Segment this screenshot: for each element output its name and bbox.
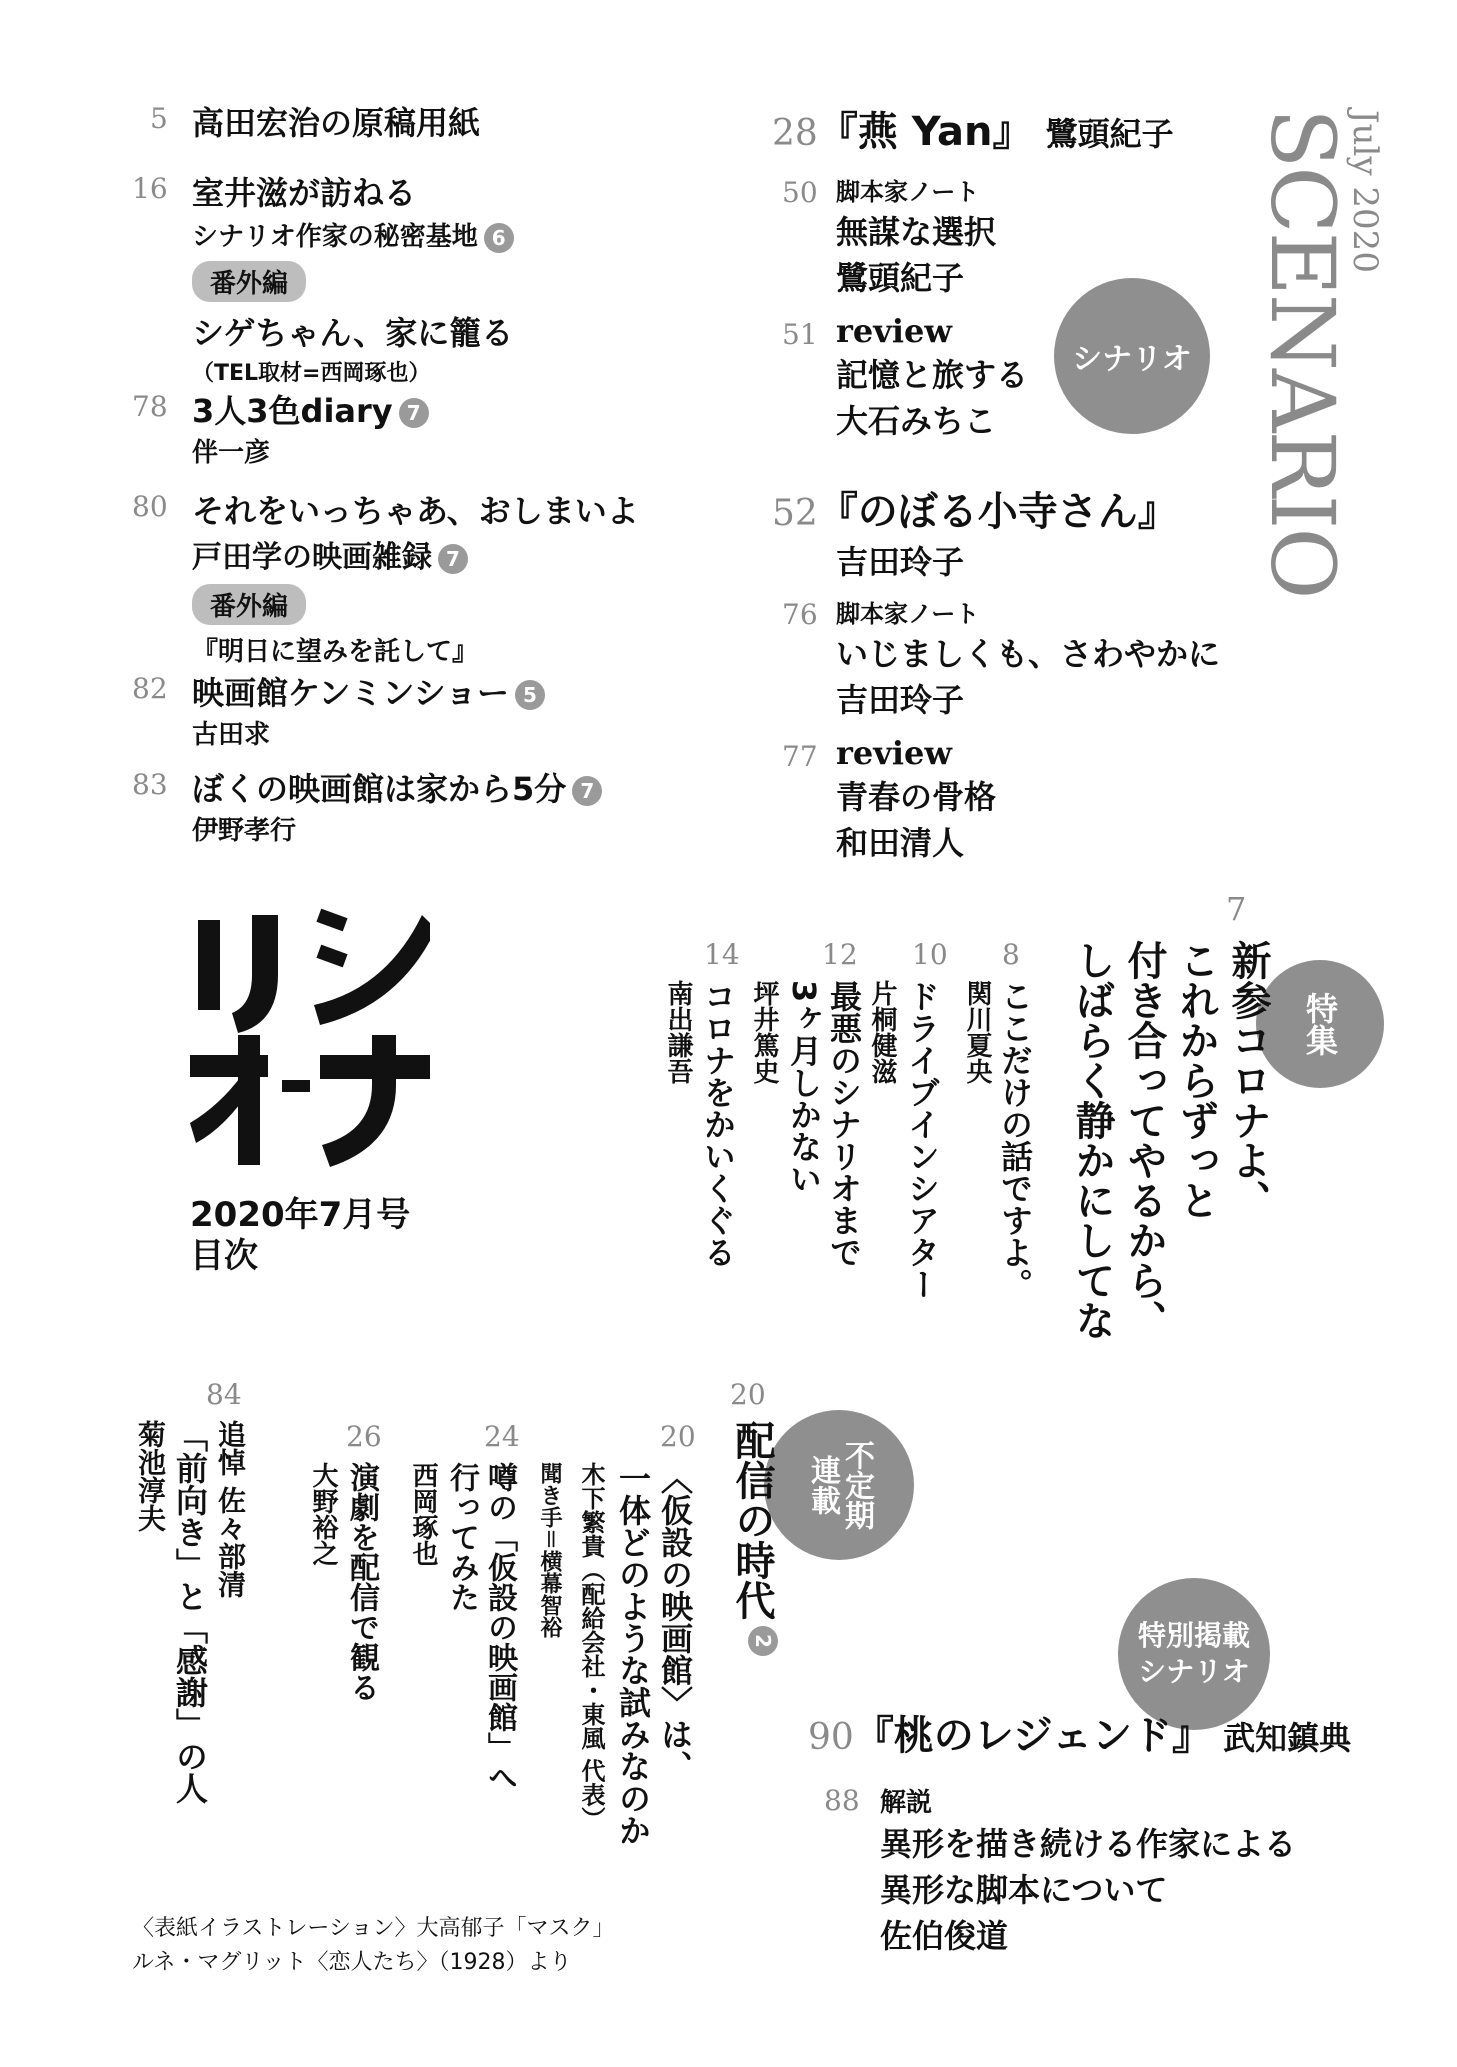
item-title: ドライブインシアター xyxy=(903,980,941,1300)
item-title-2: 「前向き」と「感謝」の人 xyxy=(171,1420,209,1804)
episode-badge: 6 xyxy=(484,223,514,253)
page-num: 16 xyxy=(132,172,168,205)
item-author: 西岡琢也 xyxy=(408,1462,438,1566)
item-author: 大野裕之 xyxy=(308,1462,338,1566)
item-title: 無謀な選択 xyxy=(836,213,997,251)
item-label: 脚本家ノート xyxy=(836,178,980,206)
page-num: 90 xyxy=(808,1717,854,1758)
irregular-circle-line: 連載 xyxy=(805,1455,840,1515)
feature-item-8[interactable] xyxy=(958,980,1034,1300)
item-title-2: 異形な脚本について xyxy=(880,1871,1168,1909)
item-title: それをいっちゃあ、おしまいよ xyxy=(192,492,639,530)
feature-title-line: これからずっと xyxy=(1173,940,1219,1220)
item-title: コロナをかいくぐる xyxy=(699,980,737,1268)
irregular-item-24[interactable] xyxy=(404,1462,518,1792)
irregular-item-26[interactable] xyxy=(304,1462,380,1702)
item-label: 解説 xyxy=(880,1788,933,1818)
credit-line: ルネ・マグリット〈恋人たち〉（1928）より xyxy=(132,1950,572,1975)
item-title: ぼくの映画館は家から5分 xyxy=(192,770,567,808)
irregular-circle xyxy=(764,1410,914,1560)
special-circle-line: 特別掲載 xyxy=(1137,1619,1250,1652)
item-author: 片桐健滋 xyxy=(867,980,897,1084)
issue-label xyxy=(190,1195,410,1277)
page-num: 80 xyxy=(132,490,168,523)
page-num: 78 xyxy=(132,390,168,423)
feature-item-12[interactable] xyxy=(744,980,864,1268)
irregular-item-84[interactable] xyxy=(130,1420,250,1804)
item-title: 高田宏治の原稿用紙 xyxy=(192,104,481,142)
feature-circle xyxy=(1256,960,1384,1088)
item-title-2: 行ってみた xyxy=(444,1462,479,1612)
item-interviewer: 聞き手＝横幕智裕 xyxy=(537,1462,562,1639)
page-num: 10 xyxy=(912,938,948,971)
feature-title-line: 付き合ってやるから、 xyxy=(1121,940,1167,1340)
item-author: 菊池淳夫 xyxy=(134,1420,167,1532)
episode-badge: 5 xyxy=(515,680,545,710)
page-num: 5 xyxy=(150,102,168,135)
item-author: 佐伯俊道 xyxy=(880,1917,1009,1955)
item-label: review xyxy=(836,312,952,350)
item-title: 『燕 Yan』 xyxy=(817,109,1033,155)
scenario-item-yan[interactable] xyxy=(772,100,1174,157)
irregular-item-20[interactable] xyxy=(528,1462,696,1846)
item-subtitle: シナリオ作家の秘密基地 xyxy=(192,222,478,252)
item-title: 噂の「仮設の映画館」へ xyxy=(482,1462,517,1792)
issue-month: 2020年7月号 xyxy=(190,1195,411,1235)
issue-date-en: July 2020 xyxy=(1345,110,1385,273)
item-author: 古田求 xyxy=(192,720,271,750)
page-num: 8 xyxy=(1002,938,1020,971)
item-label: review xyxy=(836,734,952,772)
item-title: 『桃のレジェンド』 xyxy=(853,1713,1213,1759)
item-note: （TEL取材=西岡琢也） xyxy=(192,361,431,386)
feature-item-10[interactable] xyxy=(862,980,942,1300)
page-num: 14 xyxy=(704,938,740,971)
item-author: 吉田玲子 xyxy=(836,543,965,581)
page-num: 76 xyxy=(782,598,818,631)
item-title: 室井滋が訪ねる xyxy=(192,174,417,212)
page-num: 26 xyxy=(346,1420,382,1453)
extra-pill: 番外編 xyxy=(192,584,306,625)
item-title: 3人3色diary xyxy=(192,392,393,430)
item-title-2: 『明日に望みを託して』 xyxy=(192,637,479,667)
scenario-circle: シナリオ xyxy=(1054,278,1210,434)
item-author: 木下繁貴（配給会社・東風 代表） xyxy=(577,1462,605,1831)
item-author: 鷺頭紀子 xyxy=(836,259,965,297)
page-num: 83 xyxy=(132,768,168,801)
feature-title-line: 新参コロナよ、 xyxy=(1225,940,1271,1220)
episode-badge: 7 xyxy=(572,776,602,806)
credit-line: 〈表紙イラストレーション〉大高郁子「マスク」 xyxy=(132,1916,615,1941)
feature-page-num: 7 xyxy=(1226,890,1247,928)
item-title: 追悼 佐々部清 xyxy=(214,1420,247,1598)
item-title: 〈仮設の映画館〉は、 xyxy=(656,1462,694,1782)
item-author: 吉田玲子 xyxy=(836,681,965,719)
page-num: 50 xyxy=(782,176,818,209)
item-author: 伊野孝行 xyxy=(192,816,297,846)
item-title: 青春の骨格 xyxy=(836,778,997,816)
item-author: 伴一彦 xyxy=(192,438,271,468)
item-title-2: 3ヶ月しかない xyxy=(785,980,823,1195)
episode-badge: 2 xyxy=(748,1626,778,1656)
item-label: 脚本家ノート xyxy=(836,600,980,628)
item-title: ここだけの話ですよ。 xyxy=(996,980,1034,1300)
page-num: 28 xyxy=(772,113,818,154)
item-title: 記憶と旅する xyxy=(836,356,1029,394)
item-title: 映画館ケンミンショー xyxy=(192,674,509,712)
irregular-page-num: 20 xyxy=(730,1378,766,1411)
cover-credits xyxy=(132,1912,614,1980)
irregular-circle-line: 不定期 xyxy=(839,1440,874,1530)
item-title: 異形を描き続ける作家による xyxy=(880,1825,1297,1863)
extra-pill: 番外編 xyxy=(192,261,306,302)
item-title: 最悪のシナリオまで xyxy=(825,980,863,1268)
item-title-2: 一体どのような試みなのか xyxy=(614,1462,652,1846)
item-title: 演劇を配信で観る xyxy=(344,1462,379,1702)
special-item-momo[interactable] xyxy=(808,1704,1351,1761)
page-num: 51 xyxy=(782,318,818,351)
page-num: 24 xyxy=(484,1420,520,1453)
page-num: 20 xyxy=(660,1420,696,1453)
feature-title-line: しばらく静かにしてな xyxy=(1069,940,1115,1340)
episode-badge: 7 xyxy=(399,398,429,428)
episode-badge: 7 xyxy=(438,544,468,574)
item-author: 鷺頭紀子 xyxy=(1045,115,1174,153)
toc-label: 目次 xyxy=(190,1235,258,1276)
page-num: 88 xyxy=(824,1784,860,1817)
feature-item-14[interactable] xyxy=(658,980,738,1268)
irregular-title[interactable] xyxy=(724,1420,781,1656)
item-title: いじましくも、さわやかに xyxy=(836,635,1221,673)
shinario-logo xyxy=(190,905,430,1175)
page-num: 77 xyxy=(782,740,818,773)
item-author: 坪井篤史 xyxy=(749,980,779,1084)
item-author: 大石みちこ xyxy=(836,402,997,440)
item-author: 南出謙吾 xyxy=(663,980,693,1084)
page-num: 52 xyxy=(772,493,818,534)
feature-title xyxy=(1066,940,1274,1400)
item-title: 『のぼる小寺さん』 xyxy=(817,489,1178,535)
magazine-wordmark: SCENARIO xyxy=(1251,108,1354,598)
item-author: 武知鎮典 xyxy=(1223,1719,1352,1757)
item-title-2: シゲちゃん、家に籠る xyxy=(192,314,514,352)
page-num: 84 xyxy=(206,1378,242,1411)
page-num: 12 xyxy=(822,938,858,971)
item-author: 関川夏央 xyxy=(962,980,992,1084)
item-subtitle: 戸田学の映画雑録 xyxy=(192,540,432,575)
special-circle-line: シナリオ xyxy=(1138,1655,1250,1688)
item-title: 配信の時代 xyxy=(729,1420,775,1620)
scenario-item-kotera[interactable] xyxy=(772,480,1178,583)
page-num: 82 xyxy=(132,672,168,705)
feature-circle-label: 特集 xyxy=(1301,992,1339,1056)
item-author: 和田清人 xyxy=(836,824,965,862)
